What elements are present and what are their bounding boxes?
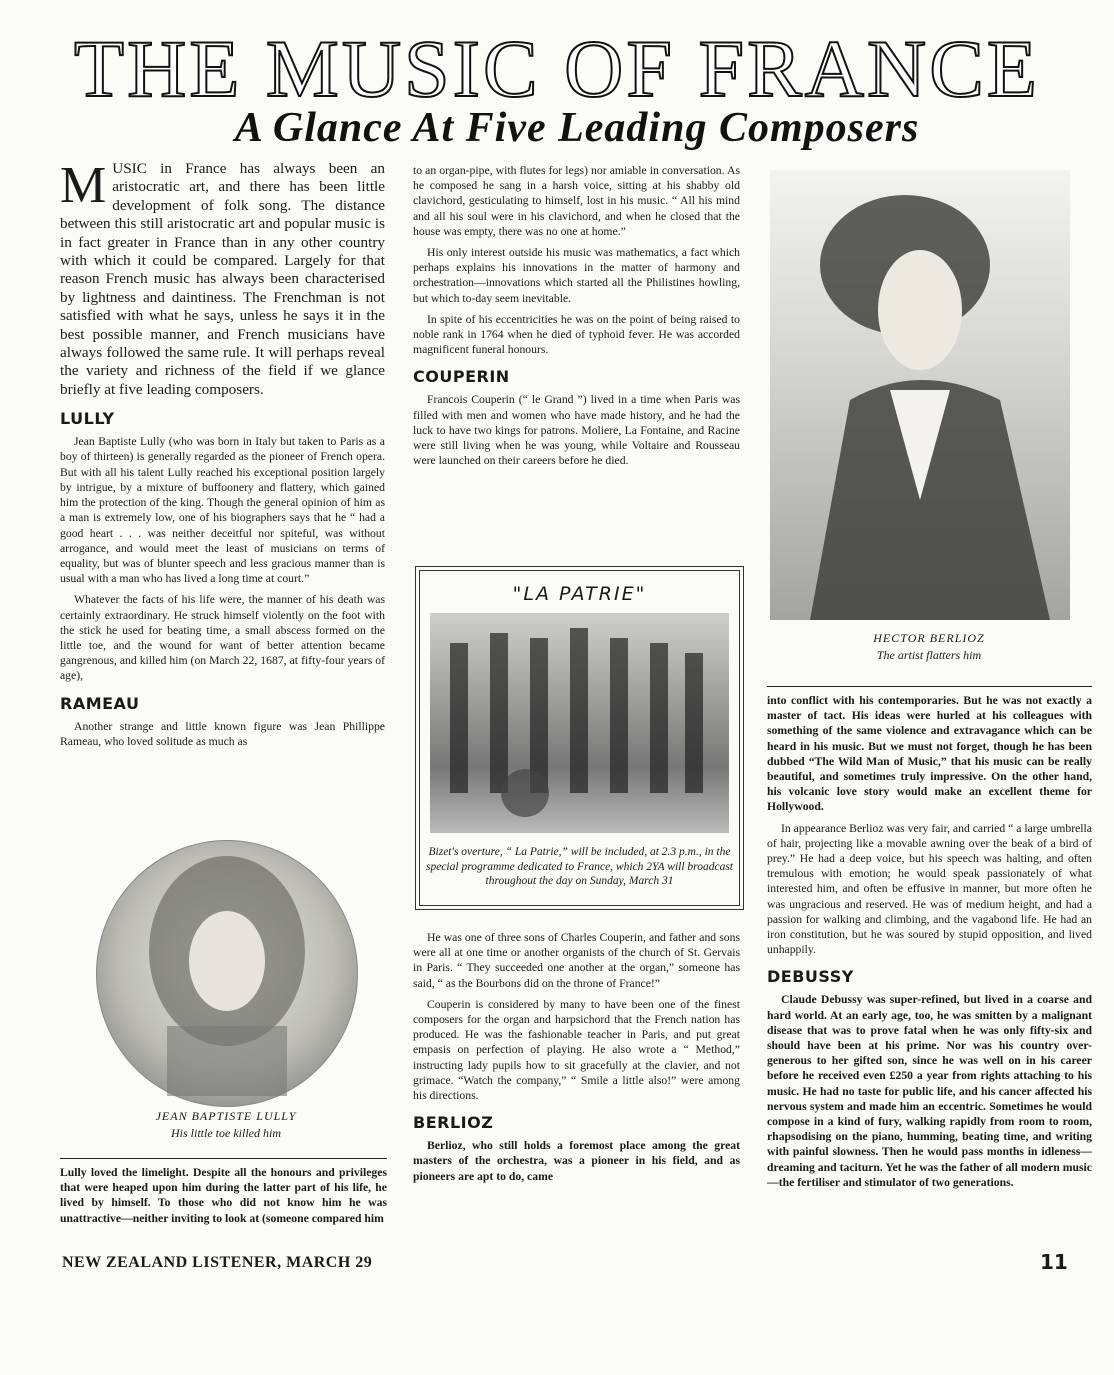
- rameau-paragraph-4: In spite of his eccentricities he was on the point of being raised to noble rank in 1764 when he died of typhoid fever. He was accorded magnificent funeral honours.: [413, 312, 740, 357]
- lully-paragraph-1: Jean Baptiste Lully (who was born in Italy but taken to Paris as a boy of thirteen) is generally regarded as the pioneer of French opera. But with all his talent Lully reached his exceptional position largely by intrigue, by a mixture of buffoonery and flattery, which gained him the protection of the king. Though the general opinion of him as a man is extremely low, one of his biographers says that he “ had a good heart . . . was neither deceitful nor spiteful, was without arrogance, and would meet the least of musicians on terms of equality, but was of blunter speech and less gracious manner than is usual with a man who has lived a long time at court.”: [60, 435, 385, 586]
- la-patrie-box: [415, 566, 744, 910]
- rameau-paragraph-2: to an organ-pipe, with flutes for legs) nor amiable in conversation. As he composed he sang in a harsh voice, sitting at his shabby old clavichord, gesticulating to himself, lost in his music. “ All his mind and all his soul were in his clavichord, and when he closed that the house was empty, there was no one at home.”: [413, 164, 740, 238]
- soldiers-drawing: [430, 613, 729, 833]
- berlioz-caption-text: The artist flatters him: [876, 648, 982, 662]
- couperin-paragraph-1: Francois Couperin (“ le Grand ”) lived in a time when Paris was filled with men and women who have made history, and he had the luck to have two kings for patrons. Moliere, La Fontaine, and Racine were still living when he was young, while Voltaire and Rousseau were launched on their careers before he died.: [413, 393, 740, 468]
- berlioz-paragraph-3: In appearance Berlioz was very fair, and carried “ a large umbrella of hair, projecting like a movable awning over the beak of a bird of prey.” He had a deep voice, but his speech was halting, and often tremulous with emotion; he would speak passionately of what interested him, and often be effusive in manner, but more often he was ungracious and reserved. He was of medium height, and had a passion for walking and climbing, and the vagabond life. He had an iron constitution, but he was soured by stupid opposition, and lived unhappily.: [767, 821, 1092, 957]
- page-subtitle: A Glance At Five Leading Composers: [234, 105, 920, 151]
- publication-footer: NEW ZEALAND LISTENER, MARCH 29: [62, 1254, 373, 1271]
- la-patrie-caption: Bizet's overture, “ La Patrie,” will be included, at 2.3 p.m., in the special programme dedicated to France, which 2YA will broadcast throughout the day on Sunday, March 31: [426, 846, 734, 887]
- rameau-paragraph-1: Another strange and little known figure was Jean Phillippe Rameau, who loved solitude as much as: [60, 719, 385, 748]
- soldiers-illustration: [430, 613, 729, 833]
- column-1-divider: [60, 1158, 387, 1159]
- berlioz-caption-name: HECTOR BERLIOZ: [873, 631, 985, 645]
- page-number: 11: [1040, 1250, 1068, 1274]
- column-1: [60, 157, 385, 755]
- debussy-paragraph-1: Claude Debussy was super-refined, but lived in a coarse and hard world. At an early age, too, he was smitten by a malignant disease that was to prove fatal when he was only fifty-six and should have been at his prime. Nor was his country over-generous to her gifted son, since he was well on in his career before he received even £250 a year from rights attaching to his music. He had no taste for public life, and his cancer affected his nervous system and made him an eccentric. Sometimes he would compose in a kind of fury, walking rapidly from room to room, rhapsodising on the piano, humming, beating time, and writing with painful slowness. Then he would pass months in idleness—dreaming and taciturn. Yet he was the father of all modern music—the fertiliser and stimulator of two generations.: [767, 993, 1092, 1189]
- column-2-lower: [413, 930, 740, 1190]
- couperin-paragraph-2: He was one of three sons of Charles Couperin, and father and sons were all at one time or another organists of the church of St. Gervais in Paris. “ They succeeded one another at the organ,” someone has said, “ as the Bourbons did on the throne of France!”: [413, 931, 740, 990]
- column-1-bottom: [60, 1165, 387, 1232]
- drop-cap: M: [60, 157, 107, 214]
- rameau-paragraph-3: His only interest outside his music was mathematics, a fact which perhaps explains his innovations in the matter of harmony and orchestration—innovations which started all the Philistines howling, but which to-day seem inevitable.: [413, 246, 740, 305]
- lully-caption-name: JEAN BAPTISTE LULLY: [155, 1109, 297, 1123]
- column-3: [767, 693, 1092, 1196]
- lully-caption: [96, 1108, 356, 1142]
- la-patrie-title: "LA PATRIE": [512, 583, 647, 605]
- column-2: [413, 163, 740, 474]
- berlioz-portrait-drawing: [770, 170, 1070, 620]
- berlioz-paragraph-2: into conflict with his contemporaries. But he was not exactly a master of tact. His ideas were hurled at his colleagues with something of the same violence and extravagance which can be heard in his music. But we must not forget, though he has been dubbed “The Wild Man of Music,” that his music can be really beautiful, and sometimes truly impressive. On the other hand, his volcanic love story would make an excellent theme for Hollywood.: [767, 694, 1092, 814]
- lully-portrait-drawing: [97, 841, 357, 1106]
- lully-caption-text: His little toe killed him: [171, 1126, 281, 1140]
- page-title: THE MUSIC OF FRANCE: [74, 23, 1040, 114]
- heading-couperin: COUPERIN: [413, 367, 510, 387]
- berlioz-paragraph-1: Berlioz, who still holds a foremost place among the great masters of the orchestra, was a pioneer in his field, and as pioneers are apt to do, came: [413, 1139, 740, 1183]
- lully-paragraph-2: Whatever the facts of his life were, the manner of his death was certainly extraordinary. He struck himself violently on the foot with the stick he used for beating time, a small abscess formed on the little toe, and the wound for want of better attention became gangrenous, and killed him (on March 22, 1687, at fifty-four years of age),: [60, 593, 385, 683]
- lully-portrait-image: [96, 840, 358, 1107]
- heading-lully: LULLY: [60, 409, 115, 429]
- heading-berlioz: BERLIOZ: [413, 1113, 494, 1133]
- berlioz-portrait-image: [770, 170, 1070, 620]
- heading-debussy: DEBUSSY: [767, 967, 854, 987]
- intro-text: USIC in France has always been an aristocratic art, and there has been little development of folk song. The distance between this still aristocratic art and popular music is in fact greater in France than in any other country with which it could be compared. Largely for that reason French music has always been characterised by lightness and daintiness. The Frenchman is not satisfied with what he says, unless he says it in the best possible manner, and French musicians have always followed the same rule. It will perhaps reveal the variety and richness of the field if we glance briefly at five leading composers.: [60, 160, 385, 398]
- couperin-paragraph-3: Couperin is considered by many to have been one of the finest composers for the organ and harpsichord that the French nation has produced. He was the fashionable teacher in Paris, and put great empasis on perfection of playing. He also wrote a “ Method,” instructing lady pupils how to sit gracefully at the clavier, and not grimace. “Watch the company,” “ Smile a little also!” were among his directions.: [413, 997, 740, 1103]
- intro-paragraph: [60, 157, 385, 399]
- heading-rameau: RAMEAU: [60, 693, 140, 713]
- column-3-divider: [767, 686, 1092, 687]
- berlioz-caption: [770, 630, 1088, 664]
- lully-limelight-paragraph: Lully loved the limelight. Despite all the honours and privileges that were heaped upon him during the latter part of his life, he lived by himself. To those who did not know him he was unattractive—neither inviting to look at (someone compared him: [60, 1166, 387, 1225]
